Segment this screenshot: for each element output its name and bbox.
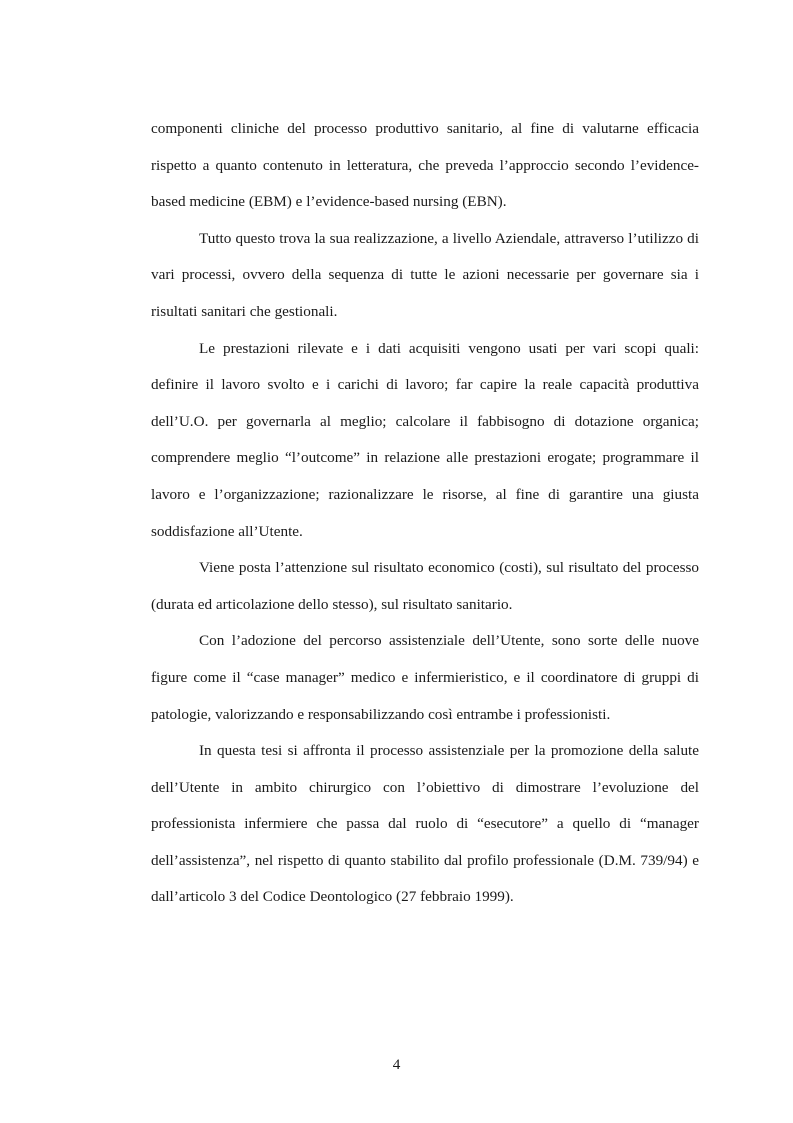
paragraph-tesi: In questa tesi si affronta il processo assistenziale per la promozione della salute dell’Utente in ambito chirurgico con l’obiettivo di dimostrare l’evoluzione del professionista infermiere che passa dal ruolo di “esecutore” a quello di “manager dell’assistenza”, nel rispetto di quanto stabilito dal profilo professionale (D.M. 739/94) e dall’articolo 3 del Codice Deontologico (27 febbraio 1999). [151, 742, 699, 906]
page-number: 4 [392, 1056, 401, 1073]
paragraph-risultato: Viene posta l’attenzione sul risultato economico (costi), sul risultato del processo (durata ed articolazione dello stesso), sul risultato sanitario. [151, 559, 699, 613]
body-text [151, 111, 699, 916]
paragraph-percorso: Con l’adozione del percorso assistenziale dell’Utente, sono sorte delle nuove figure come il “case manager” medico e infermieristico, e il coordinatore di gruppi di patologie, valorizzando e responsabilizzando così entrambe i professionisti. [151, 632, 699, 723]
paragraph-prestazioni: Le prestazioni rilevate e i dati acquisiti vengono usati per vari scopi quali: definire il lavoro svolto e i carichi di lavoro; far capire la reale capacità produttiva dell’U.O. per governarla al meglio; calcolare il fabbisogno di dotazione organica; comprendere meglio “l’outcome” in relazione alle prestazioni erogate; programmare il lavoro e l’organizzazione; razionalizzare le risorse, al fine di garantire una giusta soddisfazione all’Utente. [151, 339, 699, 540]
paragraph-continuation: componenti cliniche del processo produttivo sanitario, al fine di valutarne efficacia rispetto a quanto contenuto in letteratura, che preveda l’approccio secondo l’evidence-based medicine (EBM) e l’evidence-based nursing (EBN). [151, 120, 699, 211]
paragraph-realizzazione: Tutto questo trova la sua realizzazione, a livello Aziendale, attraverso l’utilizzo di vari processi, ovvero della sequenza di tutte le azioni necessarie per governare sia i risultati sanitari che gestionali. [151, 229, 699, 320]
